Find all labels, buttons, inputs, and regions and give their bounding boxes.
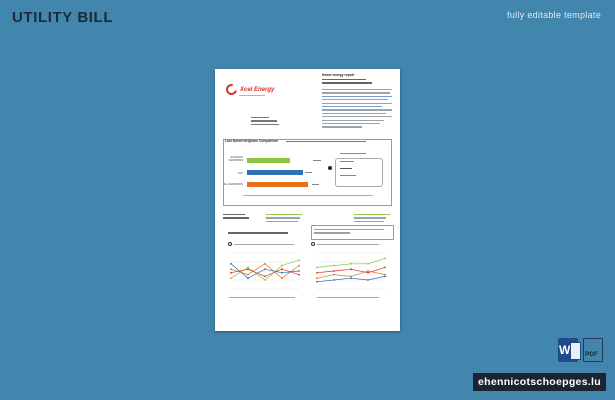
chart-right-legend bbox=[311, 242, 315, 246]
right-chart-series-line bbox=[317, 258, 385, 267]
savings-text bbox=[314, 229, 384, 236]
legend-efficient bbox=[266, 214, 302, 224]
right-chart-data-point bbox=[384, 274, 386, 276]
chart-left-legend bbox=[228, 242, 232, 246]
report-heading: Home energy report bbox=[322, 73, 355, 77]
right-chart-data-point bbox=[316, 281, 318, 283]
pdf-file-letter: PDF bbox=[585, 351, 598, 358]
logo bbox=[226, 84, 274, 95]
score-row bbox=[340, 175, 356, 176]
left-chart-data-point bbox=[247, 268, 249, 270]
left-chart-data-point bbox=[247, 267, 249, 269]
usage-chart-right bbox=[309, 249, 391, 295]
left-chart-data-point bbox=[264, 268, 266, 270]
format-icons bbox=[558, 338, 603, 362]
score-row bbox=[340, 168, 352, 169]
left-chart-data-point bbox=[298, 270, 300, 272]
trend-title bbox=[228, 232, 288, 234]
legend-efficient-neighbors bbox=[354, 214, 390, 224]
customer-address bbox=[251, 117, 279, 127]
right-chart-data-point bbox=[350, 277, 352, 279]
right-chart-data-point bbox=[350, 268, 352, 270]
logo-icon bbox=[224, 82, 239, 97]
bar-label-all: ALL NEIGHBORS bbox=[223, 183, 243, 186]
right-chart-data-point bbox=[333, 270, 335, 272]
report-intro bbox=[322, 79, 372, 86]
comparison-subtitle bbox=[286, 141, 366, 142]
chart-left-caption bbox=[234, 244, 294, 245]
logo-brand: Xcel Energy bbox=[240, 86, 275, 93]
bar-all bbox=[247, 182, 308, 187]
usage-chart-left bbox=[223, 249, 305, 295]
left-chart-data-point bbox=[281, 268, 283, 270]
page-title: UTILITY BILL bbox=[12, 9, 114, 26]
bill-document bbox=[215, 69, 400, 331]
bolt-icon bbox=[311, 242, 315, 246]
report-body bbox=[322, 89, 392, 130]
page-subtitle: fully editable template bbox=[507, 10, 601, 20]
logo-tagline bbox=[239, 95, 265, 96]
watermark: ehennicotschoepges.lu bbox=[473, 373, 606, 391]
chart-right-footnote bbox=[317, 297, 379, 298]
bar-value-all bbox=[312, 184, 319, 185]
bar-efficient bbox=[247, 158, 290, 163]
bar-label-efficient: EFFICIENT NEIGHBORS bbox=[228, 156, 243, 162]
comparison-title: Last Month Neighbor Comparison bbox=[225, 139, 279, 143]
left-chart-data-point bbox=[281, 272, 283, 274]
left-chart-data-point bbox=[298, 265, 300, 267]
score-marker-icon bbox=[328, 166, 332, 170]
right-chart-data-point bbox=[333, 265, 335, 267]
right-chart-data-point bbox=[384, 258, 386, 260]
left-chart-data-point bbox=[230, 272, 232, 274]
pdf-file-icon[interactable] bbox=[583, 338, 603, 362]
right-chart-data-point bbox=[367, 270, 369, 272]
left-chart-data-point bbox=[264, 263, 266, 265]
bar-value-you bbox=[305, 172, 312, 173]
left-chart-data-point bbox=[281, 277, 283, 279]
right-chart-data-point bbox=[333, 279, 335, 281]
left-chart-data-point bbox=[230, 277, 232, 279]
right-chart-data-point bbox=[316, 277, 318, 279]
left-chart-data-point bbox=[230, 268, 232, 270]
score-row bbox=[340, 161, 354, 162]
bar-value-efficient bbox=[313, 160, 321, 161]
left-chart-data-point bbox=[298, 259, 300, 261]
chart-right-caption bbox=[317, 244, 379, 245]
section-who bbox=[223, 214, 249, 221]
right-chart-data-point bbox=[316, 267, 318, 269]
left-chart-data-point bbox=[247, 274, 249, 276]
score-box bbox=[335, 158, 383, 187]
word-file-icon[interactable] bbox=[558, 338, 578, 362]
bar-you bbox=[247, 170, 303, 175]
left-chart-data-point bbox=[264, 276, 266, 278]
left-chart-data-point bbox=[247, 277, 249, 279]
right-chart-data-point bbox=[367, 272, 369, 274]
right-chart-data-point bbox=[350, 263, 352, 265]
right-chart-data-point bbox=[384, 276, 386, 278]
left-chart-data-point bbox=[230, 263, 232, 265]
right-chart-data-point bbox=[367, 279, 369, 281]
chart-left-footnote bbox=[229, 297, 295, 298]
comparison-footnote bbox=[243, 195, 373, 198]
left-chart-data-point bbox=[298, 274, 300, 276]
bar-label-you: YOU bbox=[237, 172, 243, 175]
right-chart-data-point bbox=[350, 276, 352, 278]
word-file-letter: W bbox=[559, 343, 571, 357]
left-chart-data-point bbox=[281, 265, 283, 267]
flame-icon bbox=[228, 242, 232, 246]
right-chart-data-point bbox=[316, 272, 318, 274]
right-chart-data-point bbox=[333, 274, 335, 276]
right-chart-data-point bbox=[384, 267, 386, 269]
score-label bbox=[340, 153, 366, 154]
right-chart-data-point bbox=[367, 263, 369, 265]
left-chart-data-point bbox=[264, 279, 266, 281]
